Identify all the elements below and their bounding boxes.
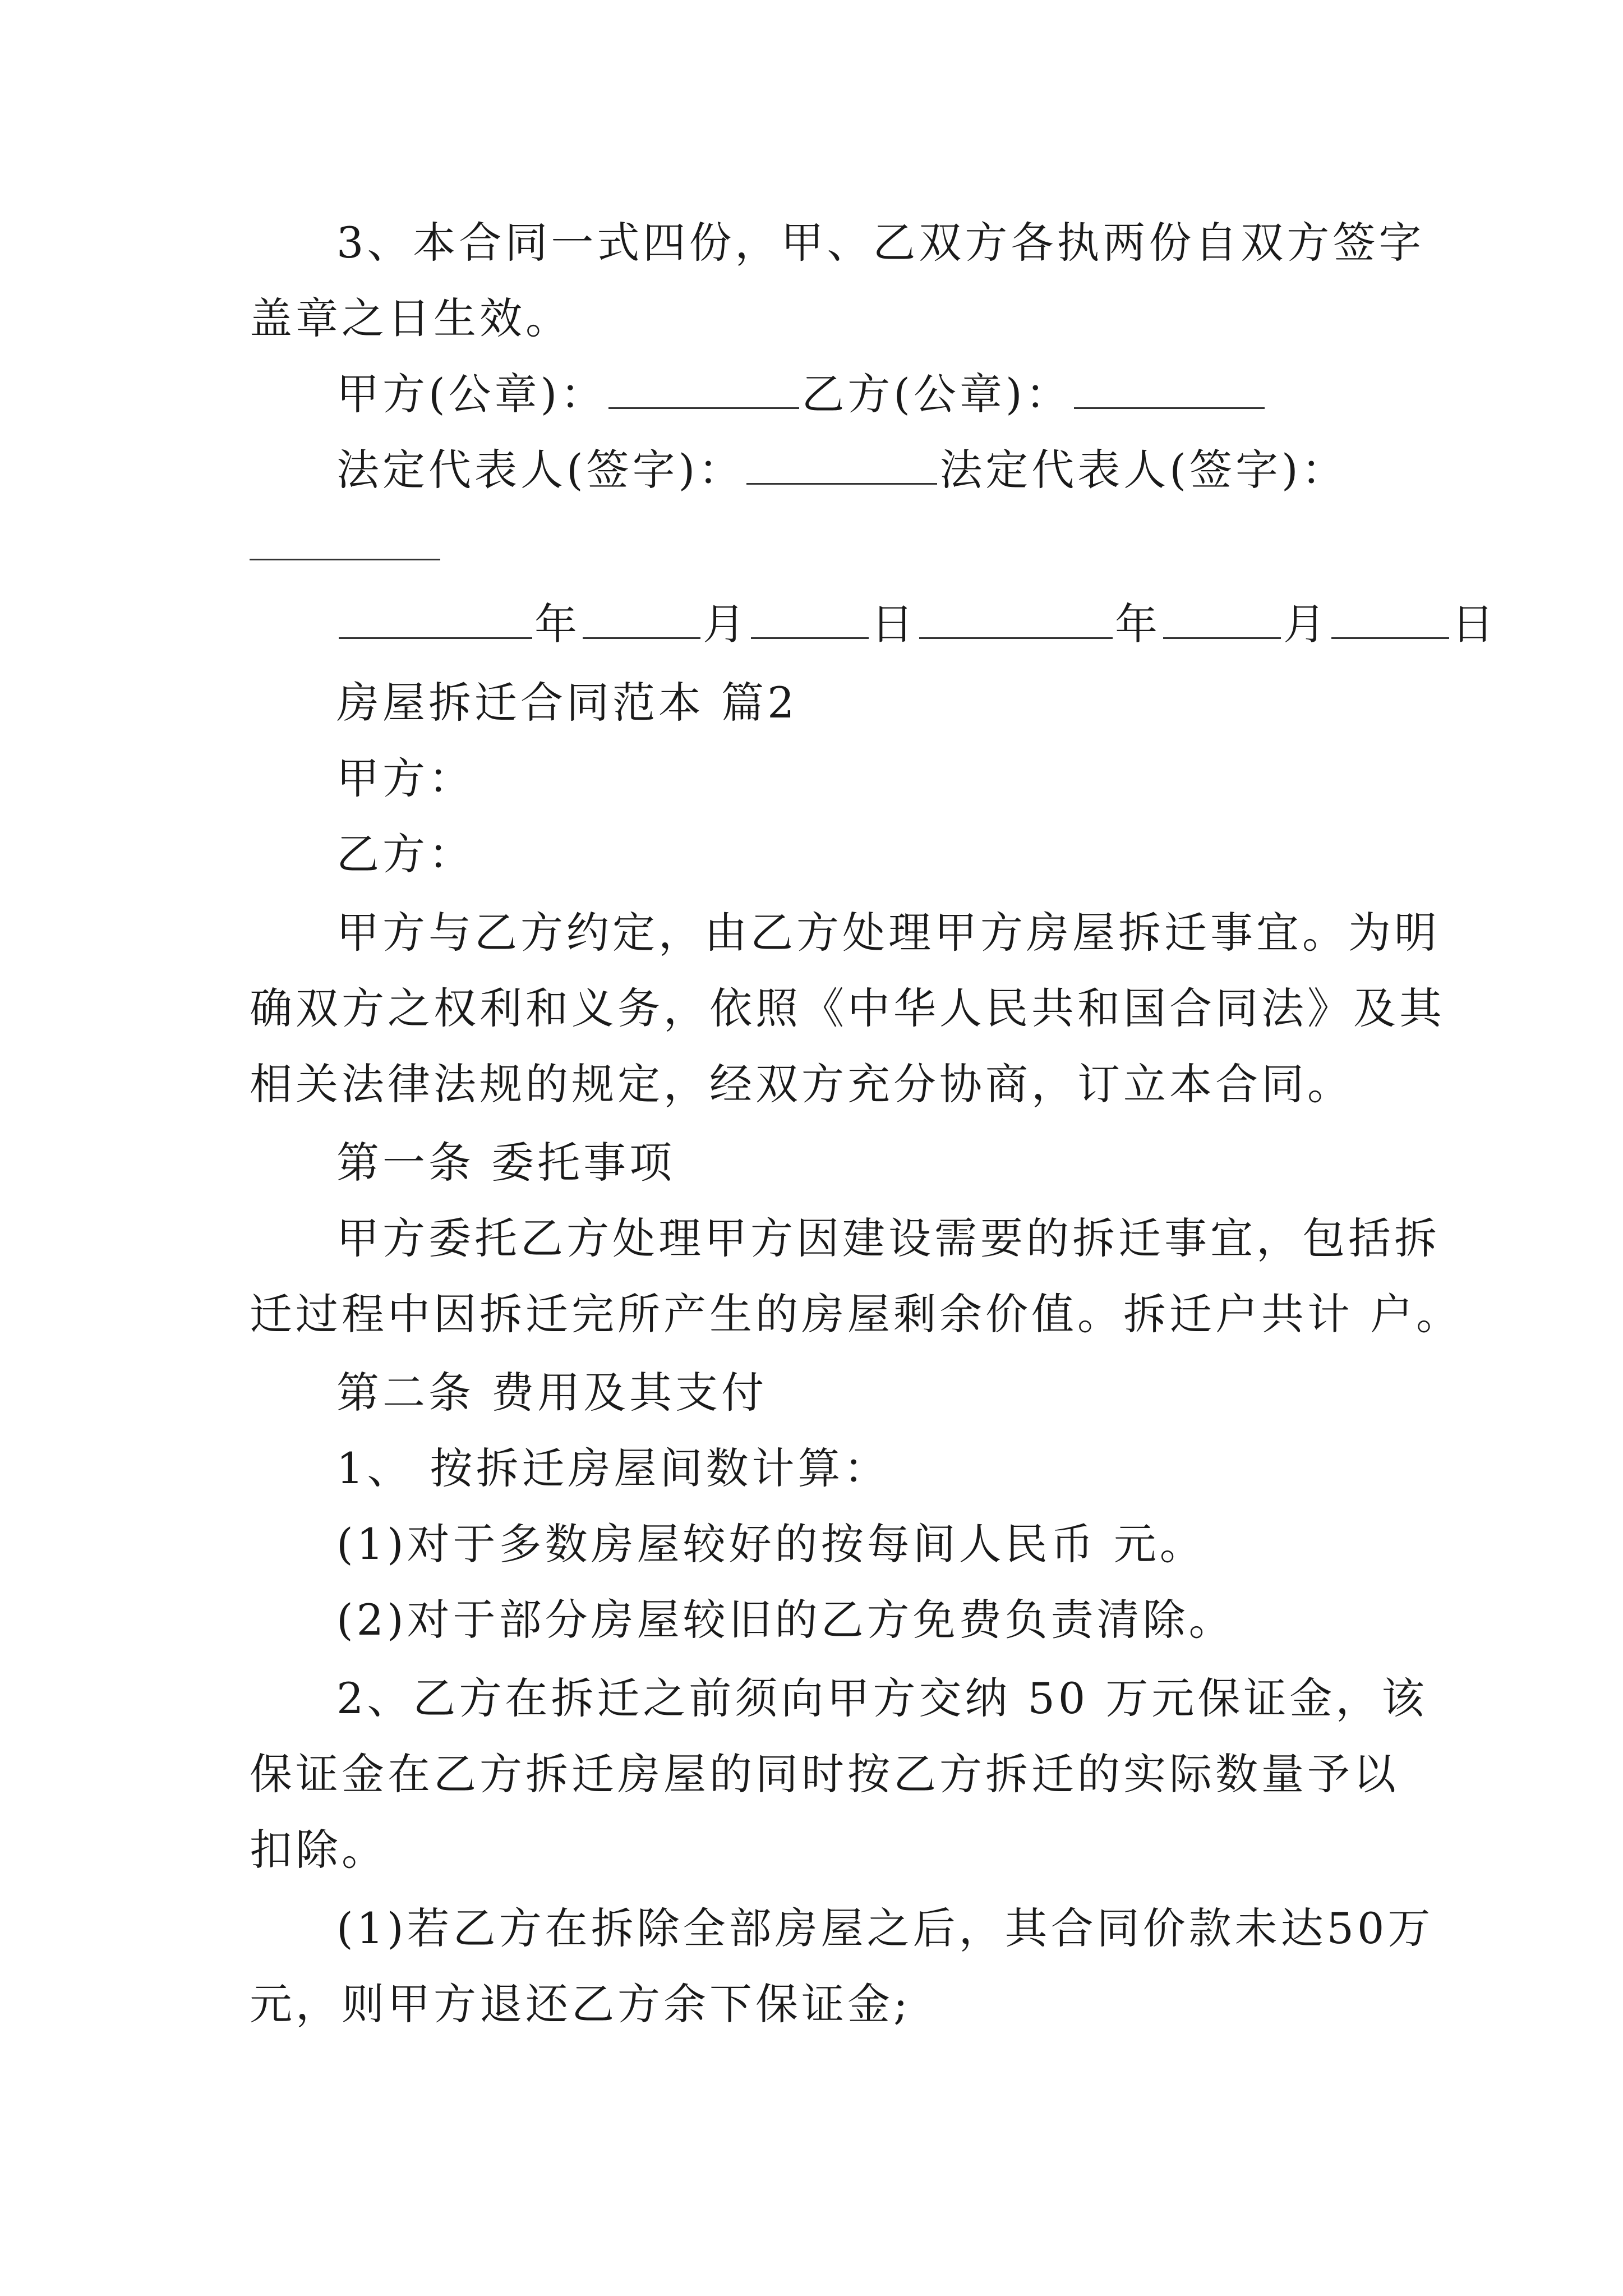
party-b-day-label: 日 [1451,599,1497,649]
party-a-year-blank [339,637,532,639]
party-b-rep-label: 法定代表人(签字)： [939,445,1348,495]
party-b-line: 乙方： [336,829,474,879]
party-a-day-label: 日 [871,599,917,649]
party-b-seal-label: 乙方(公章)： [801,369,1072,419]
party-a-day-blank [751,637,869,639]
clause-3-line-1: 3、本合同一式四份，甲、乙双方各执两份自双方签字 [336,218,1425,268]
party-b-month-label: 月 [1283,599,1329,649]
seal-line [336,369,1267,419]
article-1-line-2: 迁过程中因拆迁完所产生的房屋剩余价值。拆迁户共计 户。 [250,1289,1463,1339]
item-2-line-1: 2、乙方在拆迁之前须向甲方交纳 50 万元保证金，该 [336,1673,1428,1723]
section-title: 房屋拆迁合同范本 篇2 [336,678,798,728]
item-2-line-2: 保证金在乙方拆迁房屋的同时按乙方拆迁的实际数量予以 [250,1749,1399,1799]
item-2-a-line-1: (1)若乙方在拆除全部房屋之后，其合同价款未达50万 [336,1903,1434,1953]
article-2-heading: 第二条 费用及其支付 [336,1368,768,1418]
party-a-rep-blank [746,482,937,485]
party-b-year-blank [919,637,1113,639]
intro-line-2: 确双方之权利和义务，依照《中华人民共和国合同法》及其 [250,983,1445,1033]
item-1: 1、 按拆迁房屋间数计算： [336,1443,890,1493]
party-a-rep-label: 法定代表人(签字)： [336,445,745,495]
party-b-rep-blank [250,558,440,560]
item-1-a: (1)对于多数房屋较好的按每间人民币 元。 [336,1519,1206,1569]
clause-3-line-2: 盖章之日生效。 [250,293,571,343]
party-a-month-label: 月 [703,599,749,649]
party-b-year-label: 年 [1115,599,1161,649]
party-a-year-label: 年 [534,599,580,649]
article-1-heading: 第一条 委托事项 [336,1138,676,1188]
item-1-b: (2)对于部分房屋较旧的乙方免费负责清除。 [336,1595,1235,1645]
article-1-line-1: 甲方委托乙方处理甲方因建设需要的拆迁事宜，包括拆 [336,1213,1440,1263]
intro-line-3: 相关法律法规的规定，经双方充分协商，订立本合同。 [250,1059,1353,1109]
representative-line [336,445,1348,495]
item-2-line-3: 扣除。 [250,1825,388,1875]
party-a-month-blank [583,637,700,639]
date-line [336,599,1497,649]
party-a-line: 甲方： [336,753,474,803]
item-2-a-line-2: 元，则甲方退还乙方余下保证金; [250,1979,911,2029]
party-a-seal-blank [608,407,799,409]
party-b-day-blank [1331,637,1449,639]
party-a-seal-label: 甲方(公章)： [336,369,607,419]
intro-line-1: 甲方与乙方约定，由乙方处理甲方房屋拆迁事宜。为明 [336,908,1440,958]
party-b-seal-blank [1074,407,1265,409]
party-b-month-blank [1163,637,1281,639]
representative-blank-wrap [250,524,442,567]
